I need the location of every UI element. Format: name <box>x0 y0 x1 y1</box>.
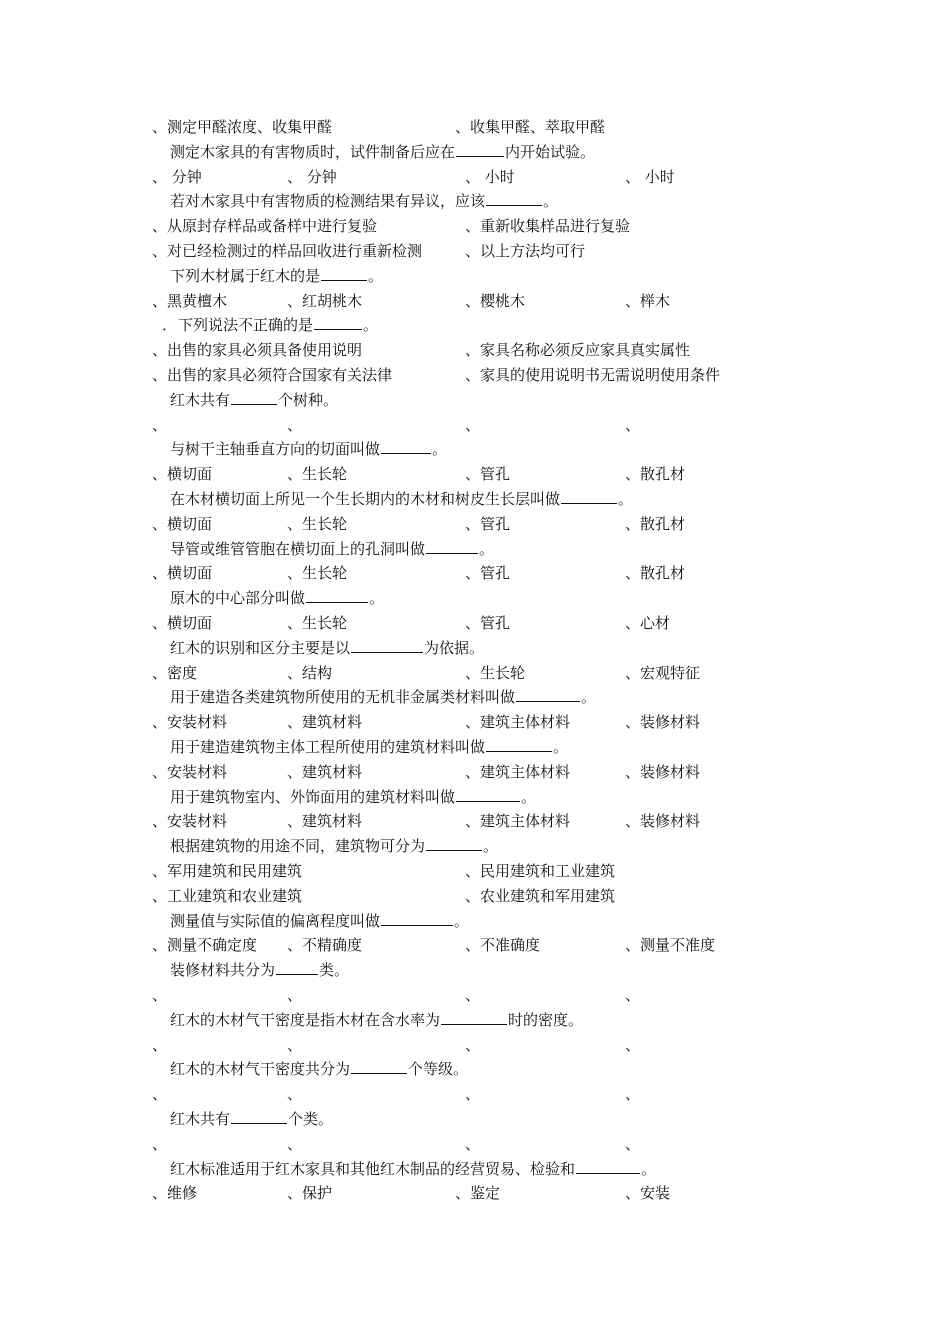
answer-option: 、装修材料 <box>625 812 701 831</box>
question-tail: 。 <box>432 440 448 459</box>
question-stem: 与树干主轴垂直方向的切面叫做 <box>170 440 381 459</box>
question-line <box>0 736 950 758</box>
question-stem: 下列木材属于红木的是 <box>170 266 321 285</box>
question-stem: 红木的木材气干密度是指木材在含水率为 <box>170 1010 441 1029</box>
answer-blank <box>486 190 542 206</box>
answer-option: 、 <box>152 1085 168 1104</box>
question-text <box>170 1009 583 1031</box>
answer-option: 、榉木 <box>625 291 671 310</box>
question-line <box>0 686 950 708</box>
question-tail: 为依据。 <box>424 638 485 657</box>
answer-option: 、家具的使用说明书无需说明使用条件 <box>465 366 721 384</box>
answer-option: 、安装 <box>625 1184 671 1203</box>
answer-blank <box>306 587 368 603</box>
answer-option: 、安装材料 <box>152 762 228 781</box>
answer-option: 、心材 <box>625 614 671 632</box>
question-text <box>170 910 469 932</box>
options-line <box>0 339 950 361</box>
question-text <box>170 959 349 981</box>
answer-option: 、出售的家具必须符合国家有关法律 <box>152 366 393 384</box>
answer-option: 、管孔 <box>465 465 511 484</box>
question-stem: 红木共有 <box>170 1110 231 1128</box>
answer-option: 、横切面 <box>152 564 213 583</box>
question-stem: 红木的识别和区分主要是以 <box>170 638 351 657</box>
answer-option: 、装修材料 <box>625 713 701 732</box>
question-text <box>170 488 633 510</box>
question-tail: 。 <box>363 316 379 335</box>
options-line <box>0 810 950 832</box>
question-text <box>170 786 536 808</box>
answer-option: 、 分钟 <box>152 167 202 186</box>
answer-blank <box>516 686 580 702</box>
answer-option: 、从原封存样品或备样中进行复验 <box>152 217 378 236</box>
question-text <box>170 1058 468 1080</box>
options-line <box>0 662 950 684</box>
answer-option: 、 <box>465 1035 481 1054</box>
answer-option: 、安装材料 <box>152 812 228 831</box>
answer-option: 、生长轮 <box>287 564 348 583</box>
answer-option: 、横切面 <box>152 514 213 533</box>
answer-option: 、重新收集样品进行复验 <box>465 217 631 236</box>
answer-option: 、 <box>465 986 481 1004</box>
options-line <box>0 1182 950 1204</box>
answer-blank <box>441 1009 507 1025</box>
question-stem: 红木共有 <box>170 390 231 409</box>
options-line <box>0 612 950 634</box>
answer-option: 、管孔 <box>465 614 511 632</box>
answer-option: 、横切面 <box>152 465 213 484</box>
question-text <box>170 190 558 212</box>
answer-option: 、家具名称必须反应家具真实属性 <box>465 341 691 360</box>
options-line <box>0 860 950 882</box>
options-line <box>0 1083 950 1105</box>
answer-option: 、红胡桃木 <box>287 291 363 310</box>
answer-blank <box>276 959 318 975</box>
answer-option: 、散孔材 <box>625 465 686 484</box>
answer-option: 、鉴定 <box>455 1184 501 1203</box>
question-stem: 红木的木材气干密度共分为 <box>170 1060 351 1079</box>
answer-blank <box>314 314 362 330</box>
answer-blank <box>381 438 431 454</box>
options-line <box>0 562 950 584</box>
question-line <box>0 1058 950 1080</box>
answer-option: 、生长轮 <box>287 465 348 484</box>
answer-blank <box>351 1058 407 1074</box>
answer-option: 、 <box>625 1085 641 1104</box>
answer-option: 、 <box>287 1035 303 1054</box>
answer-blank <box>231 389 277 405</box>
answer-blank <box>486 736 552 752</box>
answer-option: 、建筑主体材料 <box>465 713 571 732</box>
question-tail: 。 <box>581 688 597 707</box>
answer-option: 、散孔材 <box>625 514 686 533</box>
question-tail: 。 <box>553 738 569 756</box>
answer-option: 、 <box>287 415 303 434</box>
answer-option: 、散孔材 <box>625 564 686 583</box>
answer-option: 、测定甲醛浓度、收集甲醛 <box>152 118 333 136</box>
answer-option: 、 <box>625 986 641 1004</box>
question-text <box>170 265 383 287</box>
question-tail: 。 <box>483 837 499 856</box>
answer-option: 、出售的家具必须具备使用说明 <box>152 341 363 360</box>
question-tail: 。 <box>521 787 537 806</box>
options-line <box>0 166 950 188</box>
answer-option: 、 <box>465 415 481 434</box>
options-line <box>0 463 950 485</box>
question-text <box>170 1158 656 1180</box>
question-text <box>170 438 447 460</box>
question-text <box>162 314 379 336</box>
options-line <box>0 885 950 907</box>
options-line <box>0 1133 950 1155</box>
question-line <box>0 438 950 460</box>
question-stem: 测量值与实际值的偏离程度叫做 <box>170 911 381 930</box>
options-line <box>0 414 950 436</box>
question-tail: 个等级。 <box>408 1060 469 1079</box>
answer-option: 、 <box>625 1035 641 1054</box>
answer-option: 、建筑材料 <box>287 713 363 732</box>
answer-option: 、生长轮 <box>287 614 348 632</box>
question-tail: 。 <box>618 490 634 508</box>
answer-blank <box>381 910 453 926</box>
answer-option: 、 <box>152 1134 168 1153</box>
answer-option: 、建筑材料 <box>287 812 363 831</box>
question-text <box>170 389 338 411</box>
options-line <box>0 513 950 535</box>
answer-blank <box>231 1108 287 1124</box>
answer-option: 、 小时 <box>625 167 675 186</box>
answer-option: 、生长轮 <box>465 663 526 682</box>
question-tail: 。 <box>543 192 559 211</box>
answer-blank <box>426 835 482 851</box>
answer-option: 、横切面 <box>152 614 213 632</box>
question-line <box>0 538 950 560</box>
question-tail: 类。 <box>319 961 350 980</box>
answer-option: 、建筑主体材料 <box>465 812 571 831</box>
answer-option: 、军用建筑和民用建筑 <box>152 862 303 880</box>
question-stem: 用于建造各类建筑物所使用的无机非金属类材料叫做 <box>170 688 516 707</box>
question-text <box>170 835 498 857</box>
question-tail: 。 <box>369 589 385 608</box>
answer-option: 、生长轮 <box>287 514 348 533</box>
question-line <box>0 587 950 609</box>
options-line <box>0 761 950 783</box>
answer-option: 、建筑材料 <box>287 762 363 781</box>
question-line <box>0 1108 950 1130</box>
question-tail: 。 <box>641 1159 657 1178</box>
answer-option: 、对已经检测过的样品回收进行重新检测 <box>152 242 423 260</box>
question-line <box>0 141 950 163</box>
answer-option: 、 小时 <box>465 167 515 186</box>
answer-option: 、收集甲醛、萃取甲醛 <box>455 118 606 136</box>
answer-option: 、农业建筑和军用建筑 <box>465 886 616 905</box>
question-number-mark: ． <box>162 316 178 335</box>
answer-blank <box>321 265 367 281</box>
question-stem: 测定木家具的有害物质时，试件制备后应在 <box>170 142 456 161</box>
answer-option: 、管孔 <box>465 564 511 583</box>
question-line <box>0 637 950 659</box>
answer-option: 、维修 <box>152 1184 198 1203</box>
options-line <box>0 984 950 1006</box>
answer-option: 、 <box>152 1035 168 1054</box>
answer-option: 、 <box>287 986 303 1004</box>
answer-blank <box>576 1158 640 1174</box>
question-text <box>170 637 484 659</box>
question-tail: 个树种。 <box>278 390 339 409</box>
answer-blank <box>561 488 617 504</box>
answer-option: 、樱桃木 <box>465 291 526 310</box>
question-stem: 在木材横切面上所见一个生长期内的木材和树皮生长层叫做 <box>170 490 561 508</box>
answer-option: 、测量不准度 <box>625 936 716 955</box>
question-text <box>170 1108 333 1130</box>
answer-option: 、不准确度 <box>465 936 541 955</box>
question-line <box>0 835 950 857</box>
answer-option: 、 <box>287 1134 303 1153</box>
options-line <box>0 240 950 262</box>
question-line <box>0 786 950 808</box>
answer-option: 、安装材料 <box>152 713 228 732</box>
question-line <box>0 1158 950 1180</box>
answer-option: 、密度 <box>152 663 198 682</box>
question-stem: 下列说法不正确的是 <box>178 316 314 335</box>
answer-option: 、民用建筑和工业建筑 <box>465 862 616 880</box>
question-line <box>0 389 950 411</box>
answer-option: 、建筑主体材料 <box>465 762 571 781</box>
question-line <box>0 488 950 510</box>
answer-option: 、以上方法均可行 <box>465 242 586 260</box>
question-tail: 内开始试验。 <box>505 142 596 161</box>
question-tail: 个类。 <box>288 1110 334 1128</box>
question-line <box>0 314 950 336</box>
answer-option: 、管孔 <box>465 514 511 533</box>
question-stem: 导管或维管管胞在横切面上的孔洞叫做 <box>170 539 426 558</box>
answer-option: 、 <box>152 415 168 434</box>
answer-blank <box>456 141 504 157</box>
answer-option: 、 <box>465 1085 481 1104</box>
question-text <box>170 538 494 560</box>
answer-option: 、测量不确定度 <box>152 936 258 955</box>
question-tail: 。 <box>479 539 495 558</box>
answer-option: 、 <box>465 1134 481 1153</box>
options-line <box>0 934 950 956</box>
answer-option: 、结构 <box>287 663 333 682</box>
question-tail: 。 <box>454 911 470 930</box>
question-stem: 用于建筑物室内、外饰面用的建筑材料叫做 <box>170 787 456 806</box>
answer-option: 、 <box>625 1134 641 1153</box>
answer-option: 、 <box>625 415 641 434</box>
answer-blank <box>456 786 520 802</box>
question-text <box>170 686 596 708</box>
question-text <box>170 736 568 758</box>
options-line <box>0 711 950 733</box>
question-line <box>0 190 950 212</box>
question-line <box>0 959 950 981</box>
question-tail: 。 <box>368 266 384 285</box>
question-tail: 时的密度。 <box>508 1010 584 1029</box>
answer-option: 、黑黄檀木 <box>152 291 228 310</box>
question-line <box>0 1009 950 1031</box>
answer-option: 、工业建筑和农业建筑 <box>152 886 303 905</box>
options-line <box>0 290 950 312</box>
question-stem: 红木标准适用于红木家具和其他红木制品的经营贸易、检验和 <box>170 1159 576 1178</box>
answer-option: 、宏观特征 <box>625 663 701 682</box>
answer-option: 、装修材料 <box>625 762 701 781</box>
question-text <box>170 141 595 163</box>
options-line <box>0 1034 950 1056</box>
question-line <box>0 910 950 932</box>
options-line <box>0 215 950 237</box>
options-line <box>0 116 950 138</box>
question-text <box>170 587 384 609</box>
question-stem: 用于建造建筑物主体工程所使用的建筑材料叫做 <box>170 738 486 756</box>
question-stem: 原木的中心部分叫做 <box>170 589 306 608</box>
answer-option: 、不精确度 <box>287 936 363 955</box>
answer-option: 、 <box>287 1085 303 1104</box>
answer-option: 、 分钟 <box>287 167 337 186</box>
answer-blank <box>426 538 478 554</box>
question-stem: 若对木家具中有害物质的检测结果有异议，应该 <box>170 192 486 211</box>
answer-option: 、保护 <box>287 1184 333 1203</box>
answer-blank <box>351 637 423 653</box>
question-line <box>0 265 950 287</box>
options-line <box>0 364 950 386</box>
question-stem: 根据建筑物的用途不同，建筑物可分为 <box>170 837 426 856</box>
question-stem: 装修材料共分为 <box>170 961 276 980</box>
answer-option: 、 <box>152 986 168 1004</box>
